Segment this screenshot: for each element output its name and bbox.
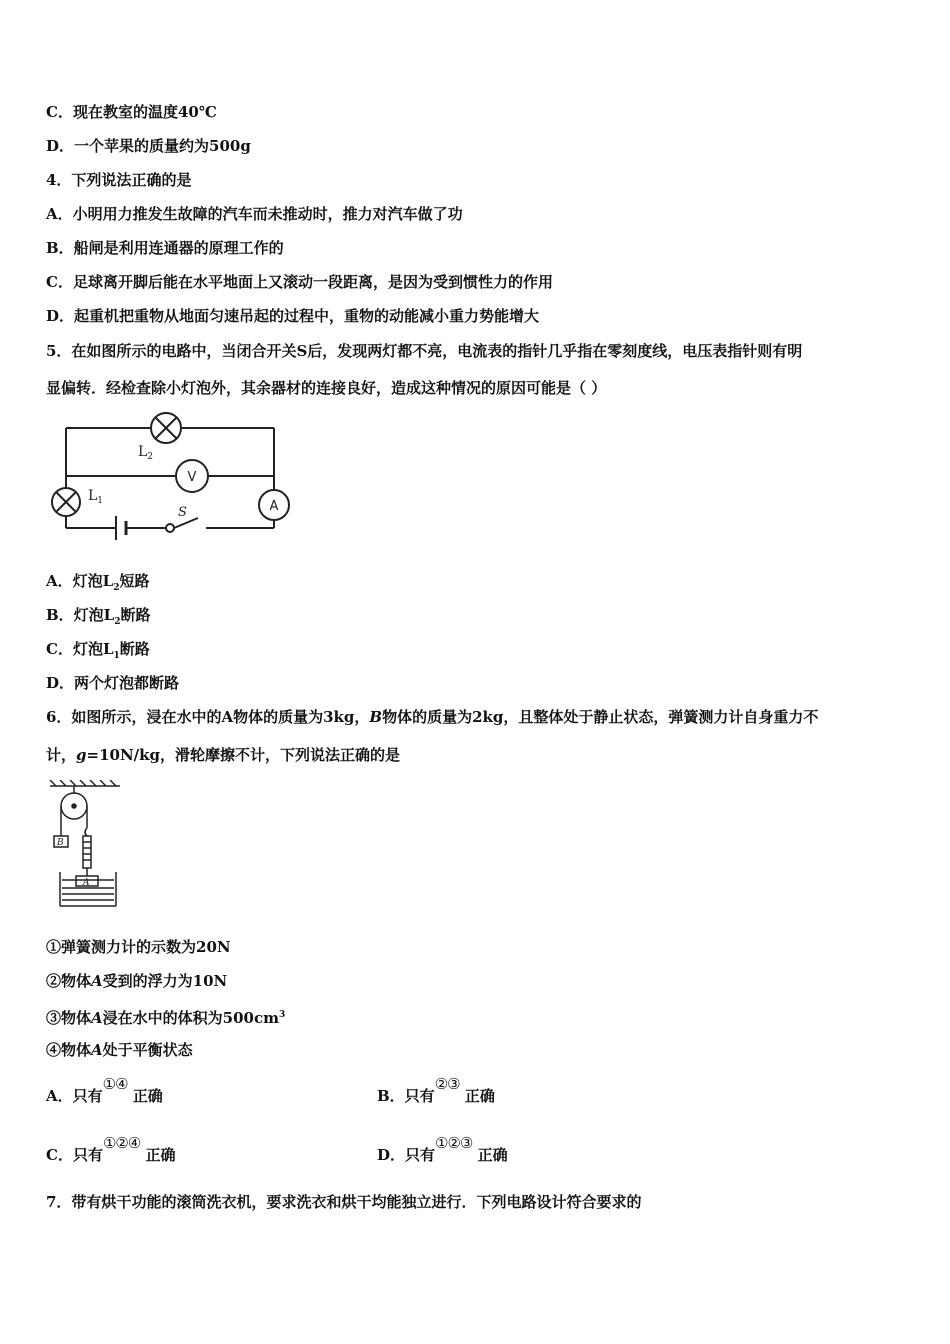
block-b-label: B: [57, 838, 64, 848]
s3-sup: 3: [278, 1010, 286, 1020]
q5c-pre: C．灯泡L: [46, 640, 114, 658]
s3-post: 浸在水中的体积为500cm: [102, 1009, 279, 1027]
q6c-tail: 正确: [145, 1146, 176, 1164]
q5b-sub: 2: [114, 617, 121, 627]
q6d-label: D．只有: [377, 1146, 436, 1164]
switch-icon: [166, 524, 174, 532]
s2-post: 受到的浮力为10N: [102, 972, 228, 990]
question-7: 7．带有烘干功能的滚筒洗衣机，要求洗衣和烘干均能独立进行．下列电路设计符合要求的: [46, 1193, 642, 1211]
q6c-label: C．只有: [46, 1146, 103, 1164]
s2-pre: ②物体: [46, 972, 92, 990]
pulley-diagram: [46, 780, 126, 912]
q6-option-d: [377, 1134, 508, 1165]
l1-label: L: [88, 488, 98, 504]
l1-sub: 1: [97, 496, 104, 506]
q6a-tail: 正确: [132, 1087, 163, 1105]
q5-option-b: [46, 605, 151, 632]
q6a-italic-b: B: [369, 708, 383, 726]
question-6-line2: [46, 745, 400, 765]
question-6-line1: [46, 707, 818, 727]
q5-option-c: [46, 639, 150, 666]
q5c-post: 断路: [119, 640, 150, 658]
question-4: 4．下列说法正确的是: [46, 171, 192, 189]
q5-option-d: D．两个灯泡都断路: [46, 674, 180, 692]
svg-text:L2: [138, 444, 153, 462]
battery-icon: [116, 516, 126, 540]
q6-statement-3: [46, 1005, 285, 1028]
q6b-italic-g: g: [76, 746, 87, 764]
q5c-sub: 1: [113, 651, 120, 661]
q6b-part1: 计，: [46, 746, 77, 764]
q5a-post: 短路: [119, 572, 150, 590]
line-q3d: D．一个苹果的质量约为500g: [46, 137, 251, 155]
l2-label: L: [138, 444, 148, 460]
q6c-nums: ①②④: [102, 1134, 141, 1152]
q6b-nums: ②③: [434, 1075, 460, 1093]
s3-pre: ③物体: [46, 1009, 92, 1027]
switch-label: S: [178, 505, 187, 520]
lamp-l2-icon: [151, 413, 181, 443]
voltmeter-label: V: [187, 470, 197, 485]
q6b-tail: 正确: [464, 1087, 495, 1105]
q4-option-d: D．起重机把重物从地面匀速吊起的过程中，重物的动能减小重力势能增大: [46, 307, 540, 325]
s4-post: 处于平衡状态: [102, 1041, 193, 1059]
q6a-label: A．只有: [46, 1087, 103, 1105]
line-q3c: C．现在教室的温度40℃: [46, 103, 217, 121]
s3-it: A: [91, 1009, 103, 1027]
question-5-line1: 5．在如图所示的电路中，当闭合开关S后，发现两灯都不亮，电流表的指针几乎指在零刻度线，电压表指针则有明: [46, 342, 803, 360]
l2-sub: 2: [147, 452, 154, 462]
question-5-line2: 显偏转．经检查除小灯泡外，其余器材的连接良好，造成这种情况的原因可能是（ ）: [46, 379, 607, 397]
q5a-sub: 2: [113, 583, 120, 593]
q6d-tail: 正确: [477, 1146, 508, 1164]
q4-option-a: A．小明用力推发生故障的汽车而未推动时，推力对汽车做了功: [46, 205, 463, 223]
s4-pre: ④物体: [46, 1041, 92, 1059]
q5-option-a: [46, 571, 149, 598]
q4-option-c: C．足球离开脚后能在水平地面上又滚动一段距离，是因为受到惯性力的作用: [46, 273, 553, 291]
lamp-l1-icon: [52, 488, 80, 516]
block-a-label: A: [83, 878, 90, 888]
q6-option-a: [46, 1075, 163, 1106]
q6-statement-1: ①弹簧测力计的示数为20N: [46, 938, 231, 956]
q6a-part1: 6．如图所示，浸在水中的A物体的质量为3kg，: [46, 708, 370, 726]
spring-scale-icon: [83, 836, 91, 868]
ammeter-label: A: [269, 499, 279, 514]
svg-text:L1: [88, 488, 103, 506]
q6b-part3: =10N/kg，滑轮摩擦不计，下列说法正确的是: [86, 746, 401, 764]
q4-option-b: B．船闸是利用连通器的原理工作的: [46, 239, 284, 257]
q5b-pre: B．灯泡L: [46, 606, 115, 624]
q6-option-c: [46, 1134, 176, 1165]
q6a-part3: 物体的质量为2kg，且整体处于静止状态，弹簧测力计自身重力不: [382, 708, 819, 726]
q6d-nums: ①②③: [435, 1134, 473, 1152]
q6a-nums: ①④: [102, 1075, 128, 1093]
s2-it: A: [91, 972, 103, 990]
circuit-diagram: [46, 408, 296, 548]
q6b-label: B．只有: [377, 1087, 435, 1105]
s4-it: A: [91, 1041, 103, 1059]
q6-statement-2: [46, 971, 227, 991]
q6-option-b: [377, 1075, 495, 1106]
q5a-pre: A．灯泡L: [46, 572, 114, 590]
q5b-post: 断路: [120, 606, 151, 624]
q6-statement-4: [46, 1040, 193, 1060]
